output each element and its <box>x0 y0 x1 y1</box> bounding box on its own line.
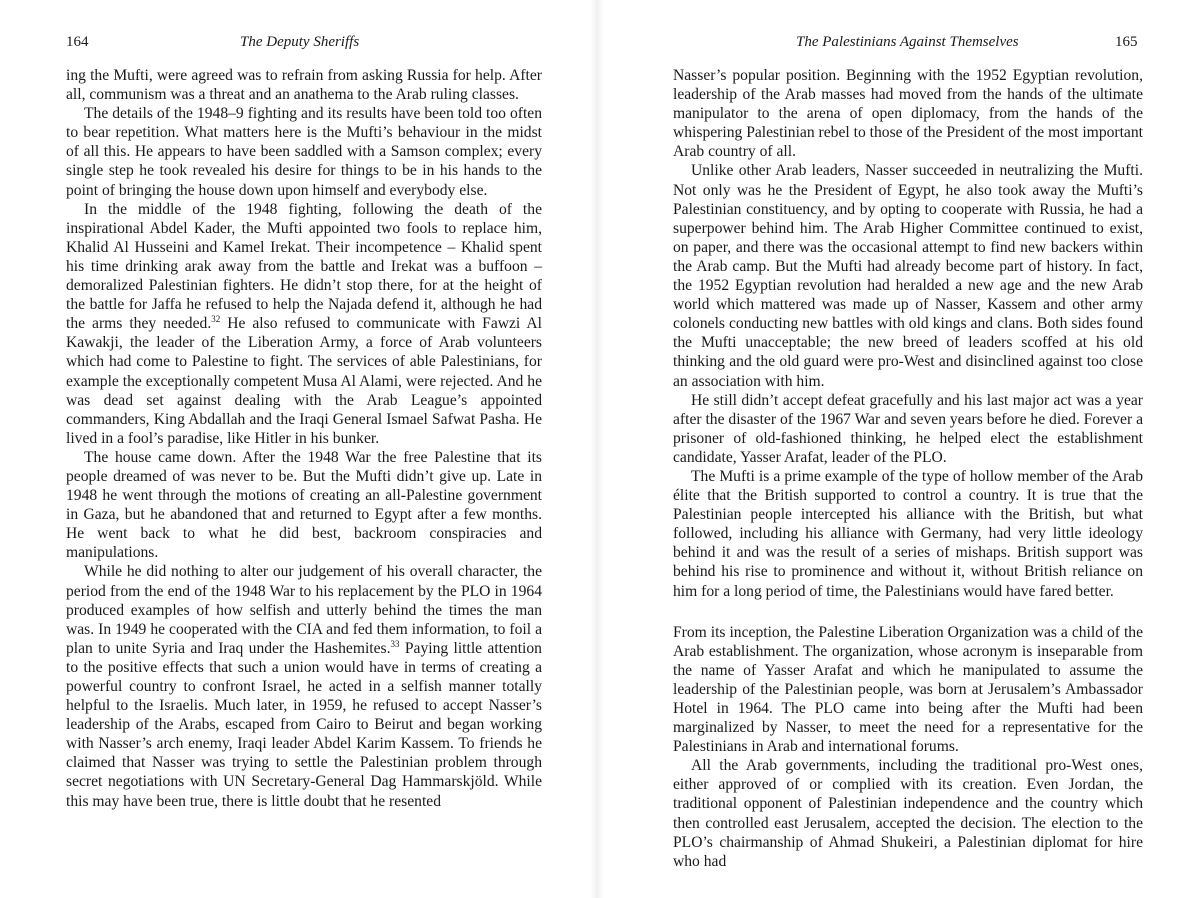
paragraph: The details of the 1948–9 fighting and its results have been told too often to bear repetition. What matters here is the Mufti’s behaviour in the midst of all this. He appears to have been saddled with a Samson complex; every single step he took revealed his desire for things to be in his hands to the point of bringing the house down upon himself and everybody else. <box>66 105 542 199</box>
right-page <box>597 0 1195 898</box>
paragraph: While he did nothing to alter our judgement of his overall character, the period from the end of the 1948 War to his replacement by the PLO in 1964 produced examples of how selfish and utterly behind the times the man was. In 1949 he cooperated with the CIA and fed them information, to foil a plan to unite Syria and Iraq under the Hashemites.$^{33}$ Paying little attention to the positive effects that such a union would have in terms of creating a powerful country to confront Israel, he acted in a selfish manner totally helpful to the Israelis. Much later, in 1959, he refused to accept Nasser’s leadership of the Arabs, escaped from Cairo to Beirut and began working with Nasser’s arch enemy, Iraqi leader Abdel Karim Kassem. To friends he claimed that Nasser was trying to settle the Palestinian problem through secret negotiations with UN Secretary-General Dag Hammarskjöld. While this may have been true, there is little doubt that he resented <box>66 563 542 810</box>
page-body <box>673 66 1143 871</box>
running-head: The Deputy Sheriffs <box>240 34 360 50</box>
page-number: 164 <box>66 34 89 50</box>
paragraph: ing the Mufti, were agreed was to refrain from asking Russia for help. After all, communism was a threat and an anathema to the Arab ruling classes. <box>66 67 542 104</box>
page-body <box>66 66 542 811</box>
paragraph: The Mufti is a prime example of the type of hollow member of the Arab élite that the British supported to control a country. It is true that the Palestinian people intercepted his alliance with the British, but what followed, including his alliance with Germany, had very little ideology behind it and was the result of a series of mishaps. British support was behind his rise to prominence and without it, without British reliance on him for a long period of time, the Palestinians would have fared better. <box>673 467 1143 600</box>
paragraph: He still didn’t accept defeat gracefully and his last major act was a year after the disaster of the 1967 War and seven years before he died. Forever a prisoner of old-fashioned thinking, he helped elect the establishment candidate, Yasser Arafat, leader of the PLO. <box>673 391 1143 466</box>
paragraph: From its inception, the Palestine Liberation Organization was a child of the Arab establishment. The organization, whose acronym is inseparable from the name of Yasser Arafat and which he manipulated to assume the leadership of the Palestinian people, was born at Jerusalem’s Ambassador Hotel in 1964. The PLO came into being after the Mufti had been marginalized by Nasser, to meet the need for a representative for the Palestinians in Arab and international forums. <box>673 623 1143 756</box>
running-head: The Palestinians Against Themselves <box>796 34 1019 50</box>
footnote-marker: 32 <box>211 314 221 325</box>
paragraph: All the Arab governments, including the traditional pro-West ones, either approved of or complied with its creation. Even Jordan, the traditional opponent of Palestinian independence and the country which then controlled east Jerusalem, accepted the decision. The election to the PLO’s chairmanship of Ahmad Shukeiri, a Palestinian diplomat for hire who had <box>673 757 1143 870</box>
paragraph: In the middle of the 1948 fighting, following the death of the inspirational Abdel Kader, the Mufti appointed two fools to replace him, Khalid Al Husseini and Kamel Irekat. Their incompetence – Khalid spent his time drinking arak away from the battle and Irekat was a buffoon – demoralized Palestinian fighters. He didn’t stop there, for at the height of the battle for Jaffa he refused to help the Najada defend it, although he had the arms they needed.$^{32}$ He also refused to communicate with Fawzi Al Kawakji, the leader of the Liberation Army, a force of Arab volunteers which had come to Palestine to fight. The services of able Palestinians, for example the exceptionally competent Musa Al Alami, were rejected. And he was dead set against dealing with the Arab League’s appointed commanders, King Abdallah and the Iraqi General Ismael Safwat Pasha. He lived in a fool’s paradise, like Hitler in his bunker. <box>66 200 542 447</box>
page-number: 165 <box>1115 34 1138 50</box>
paragraph: The house came down. After the 1948 War the free Palestine that its people dreamed of was never to be. But the Mufti didn’t give up. Late in 1948 he went through the motions of creating an all-Palestine government in Gaza, but he abandoned that and returned to Egypt after a few months. He went back to what he did best, backroom conspiracies and manipulations. <box>66 448 542 562</box>
left-page <box>0 0 597 898</box>
paragraph: Unlike other Arab leaders, Nasser succeeded in neutralizing the Mufti. Not only was he the President of Egypt, he also took away the Mufti’s Palestinian constituency, and by opting to cooperate with Russia, he had a superpower behind him. The Arab Higher Committee continued to exist, on paper, and there was the occasional attempt to find new backers within the Arab camp. But the Mufti had already become part of history. In fact, the 1952 Egyptian revolution had heralded a new age and the new Arab world which mattered was made up of Nasser, Kassem and other army colonels conducting new battles with old kings and clans. Both sides found the Mufti unacceptable; the new breed of leaders scoffed at his old thinking and the old guard were pro-West and disinclined against too close an association with him. <box>673 162 1143 390</box>
paragraph: Nasser’s popular position. Beginning with the 1952 Egyptian revolution, leadership of the Arab masses had moved from the hands of the ultimate manipulator to the arena of open diplomacy, from the hands of the whispering Palestinian rebel to those of the President of the most important Arab country of all. <box>673 67 1143 161</box>
footnote-marker: 33 <box>390 638 400 649</box>
